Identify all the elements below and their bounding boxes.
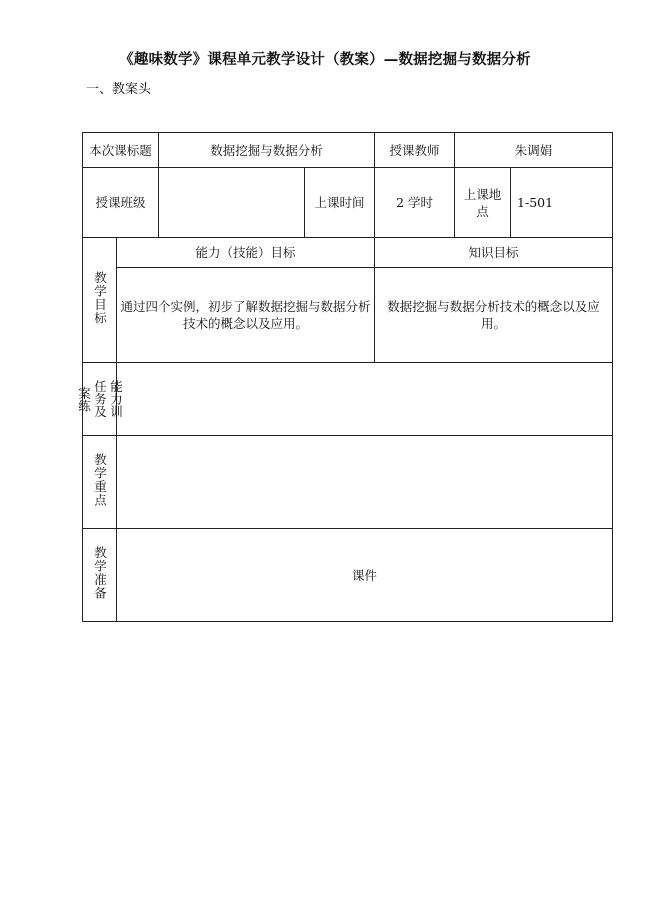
ability-goal-text: 通过四个实例，初步了解数据挖掘与数据分析技术的概念以及应用。 [117,268,375,363]
row-topic [83,133,613,168]
row-tasks [83,363,613,436]
task-value [117,363,613,436]
goals-label-cell [83,238,117,363]
key-points-label: 教学重点 [92,453,108,507]
task-label-col3: 案练 [76,386,92,412]
key-points-value [117,436,613,529]
topic-value: 数据挖掘与数据分析 [159,133,375,168]
row-goals-content [83,268,613,363]
topic-label: 本次课标题 [83,133,159,168]
teacher-value: 朱调娟 [455,133,613,168]
task-label-col1: 能力训 [108,380,124,418]
row-class [83,168,613,238]
preparation-label: 教学准备 [92,546,108,600]
class-label: 授课班级 [83,168,159,238]
preparation-label-cell [83,529,117,622]
time-value: 2 学时 [375,168,455,238]
location-label: 上课地点 [455,168,511,238]
teacher-label: 授课教师 [375,133,455,168]
knowledge-goal-header: 知识目标 [375,238,613,268]
section-heading: 一、教案头 [86,82,152,97]
row-goals-header [83,238,613,268]
ability-goal-header: 能力（技能）目标 [117,238,375,268]
class-value [159,168,305,238]
task-label-col2: 任务及 [92,380,108,418]
row-preparation [83,529,613,622]
knowledge-goal-text: 数据挖掘与数据分析技术的概念以及应用。 [375,268,613,363]
key-points-label-cell [83,436,117,529]
location-value: 1-501 [511,168,613,238]
goals-label: 教学目标 [92,271,108,325]
lesson-plan-table [76,132,613,622]
row-key-points [83,436,613,529]
preparation-value: 课件 [117,529,613,622]
task-label-cell [76,363,124,436]
document-title: 《趣味数学》课程单元教学设计（教案）—数据挖掘与数据分析 [119,51,531,68]
time-label: 上课时间 [305,168,375,238]
